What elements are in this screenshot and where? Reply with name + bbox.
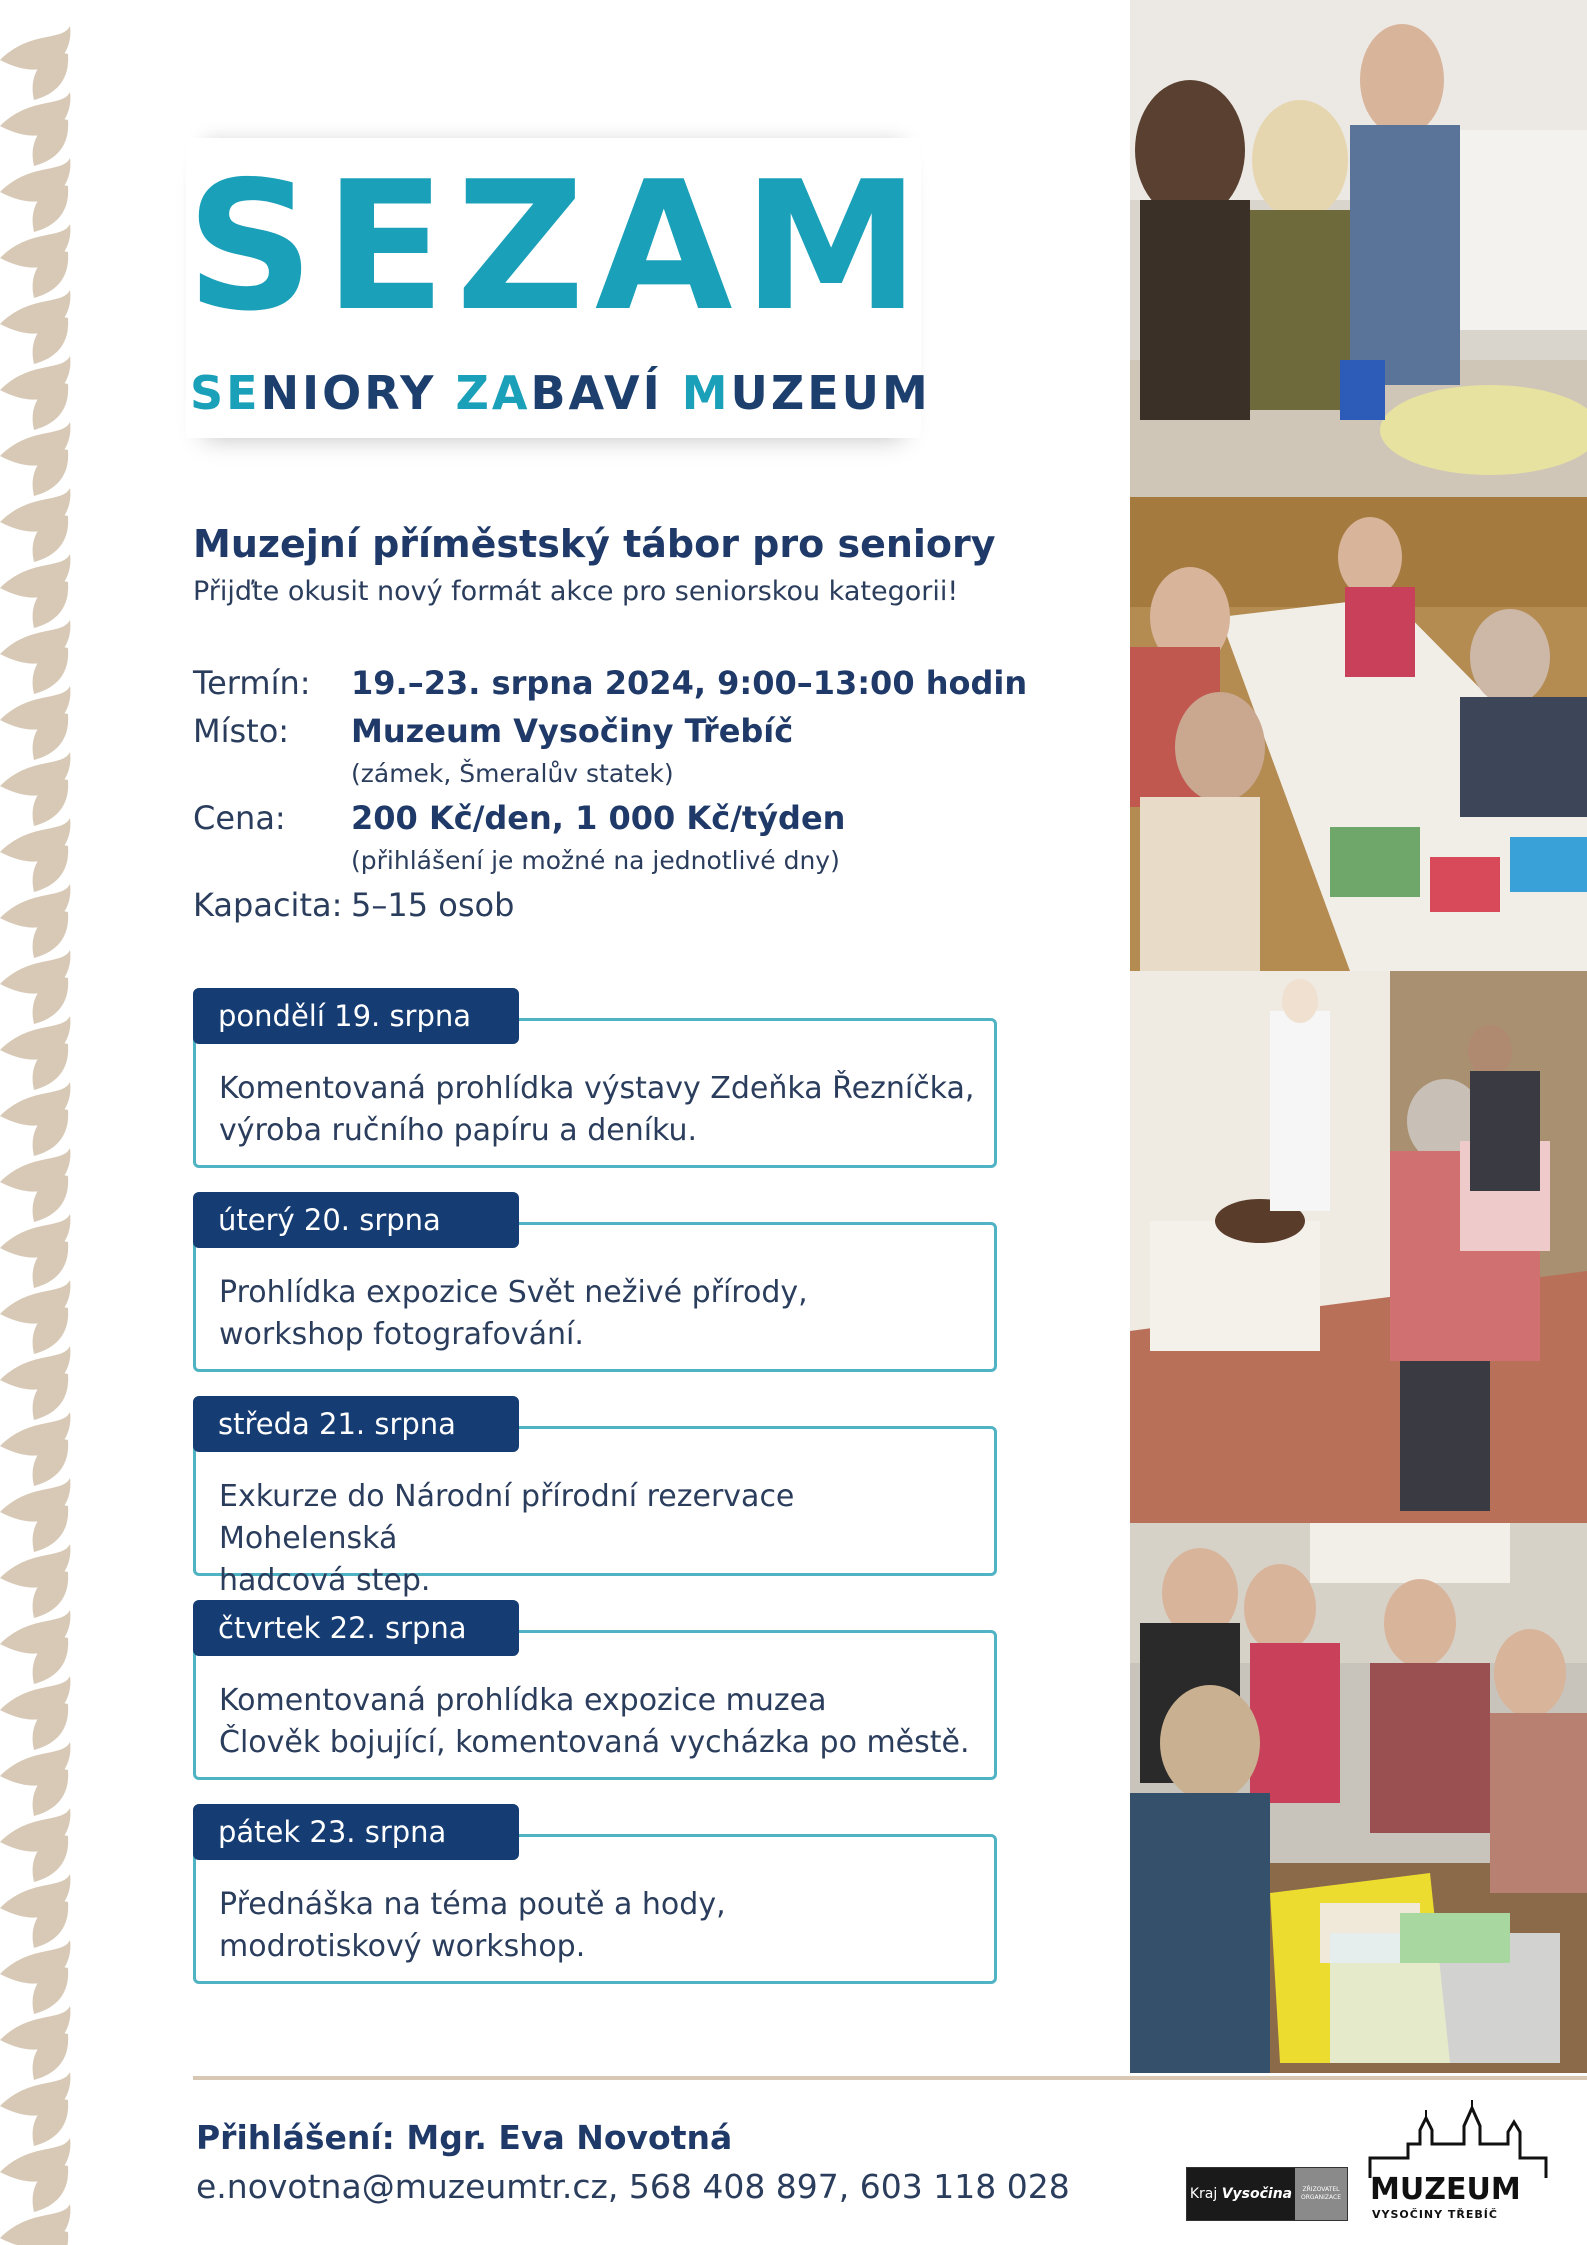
misto-label: Místo:	[193, 712, 290, 750]
day-description-line: Člověk bojující, komentovaná vycházka po městě.	[219, 1725, 970, 1760]
day-description-line: hadcová step.	[219, 1563, 431, 1598]
day-description	[219, 1068, 979, 1152]
kapacita-label: Kapacita:	[193, 886, 343, 924]
castle-outline-icon	[1368, 2100, 1552, 2180]
day-description-line: Přednáška na téma poutě a hody,	[219, 1887, 726, 1922]
logo-subtitle-part: ZA	[455, 366, 531, 420]
day-program-tuesday	[193, 1192, 997, 1370]
day-tab: čtvrtek 22. srpna	[193, 1600, 519, 1656]
day-description	[219, 1476, 979, 1602]
logo-subtitle-part: NIORY	[260, 366, 456, 420]
day-description-line: modrotiskový workshop.	[219, 1929, 586, 1964]
day-tab: pondělí 19. srpna	[193, 988, 519, 1044]
day-program-wednesday	[193, 1396, 997, 1598]
day-tab: úterý 20. srpna	[193, 1192, 519, 1248]
day-tab: středa 21. srpna	[193, 1396, 519, 1452]
sezam-logo	[186, 138, 931, 438]
paper-making-photo	[1130, 1523, 1587, 2073]
kraj-prefix: Kraj	[1189, 2186, 1218, 2202]
day-description-line: Komentovaná prohlídka expozice muzea	[219, 1683, 827, 1718]
misto-note: (zámek, Šmeralův statek)	[351, 759, 674, 788]
logo-subtitle-part: UZEUM	[730, 366, 931, 420]
contact-label: Přihlášení: Mgr. Eva Novotná	[196, 2118, 733, 2157]
day-program-thursday	[193, 1600, 997, 1778]
footer-divider	[193, 2076, 1587, 2080]
crafts-table-photo	[1130, 497, 1587, 971]
cena-label: Cena:	[193, 799, 286, 837]
day-program-friday	[193, 1804, 997, 1982]
museum-name: MUZEUM	[1370, 2172, 1521, 2207]
muzeum-vysociny-logo	[1368, 2100, 1552, 2225]
day-description-line: Exkurze do Národní přírodní rezervace Mohelenská	[219, 1479, 795, 1556]
day-tab: pátek 23. srpna	[193, 1804, 519, 1860]
leaf-border-decoration	[0, 0, 80, 2245]
kraj-note: ZŘIZOVATEL ORGANIZACE	[1295, 2168, 1347, 2220]
misto-value: Muzeum Vysočiny Třebíč	[351, 712, 794, 750]
exhibition-visit-photo	[1130, 971, 1587, 1523]
kraj-logo-text	[1187, 2168, 1295, 2220]
logo-title: SEZAM	[186, 143, 930, 350]
day-description	[219, 1680, 979, 1764]
termin-label: Termín:	[193, 664, 311, 702]
day-description-line: Komentovaná prohlídka výstavy Zdeňka Řezníčka,	[219, 1071, 975, 1106]
museum-subtitle: VYSOČINY TŘEBÍČ	[1372, 2208, 1498, 2221]
cena-note: (přihlášení je možné na jednotlivé dny)	[351, 846, 840, 875]
event-subheading: Přijďte okusit nový formát akce pro seniorskou kategorii!	[193, 576, 959, 607]
painting-workshop-photo	[1130, 0, 1587, 497]
cena-value: 200 Kč/den, 1 000 Kč/týden	[351, 799, 846, 837]
logo-subtitle-part: SE	[190, 366, 261, 420]
kraj-name: Vysočina	[1221, 2186, 1293, 2202]
contact-info: e.novotna@muzeumtr.cz, 568 408 897, 603 118 028	[196, 2167, 1070, 2206]
logo-subtitle-part: BAVÍ	[530, 366, 682, 420]
day-description-line: workshop fotografování.	[219, 1317, 584, 1352]
day-description	[219, 1884, 979, 1968]
termin-value: 19.–23. srpna 2024, 9:00–13:00 hodin	[351, 664, 1028, 702]
day-description-line: výroba ručního papíru a deníku.	[219, 1113, 698, 1148]
kapacita-value: 5–15 osob	[351, 886, 515, 924]
day-description-line: Prohlídka expozice Svět neživé přírody,	[219, 1275, 808, 1310]
logo-subtitle-part: M	[681, 366, 731, 420]
day-program-monday	[193, 988, 997, 1166]
event-heading: Muzejní příměstský tábor pro seniory	[193, 522, 996, 566]
kraj-vysocina-logo	[1186, 2167, 1348, 2221]
day-description	[219, 1272, 979, 1356]
logo-subtitle	[190, 366, 931, 420]
